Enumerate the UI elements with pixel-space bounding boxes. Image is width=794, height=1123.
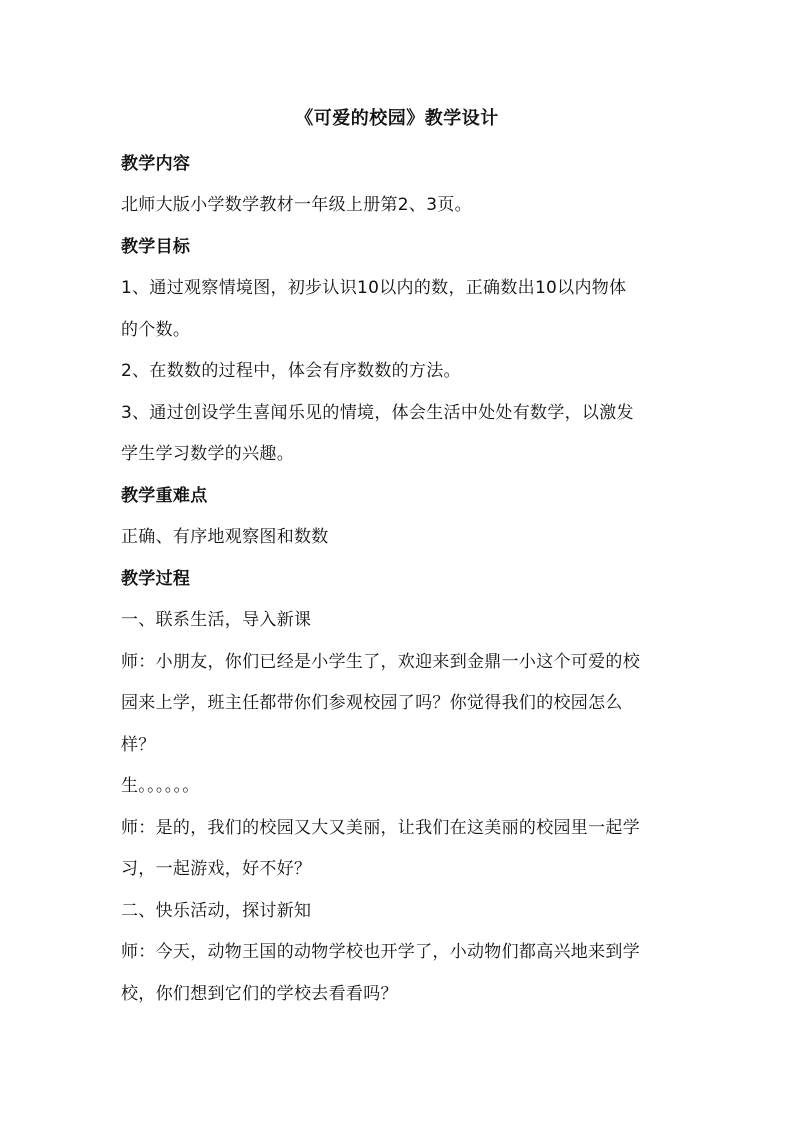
goal3-line1: 3、通过创设学生喜闻乐见的情境，体会生活中处处有数学，以激发: [121, 403, 634, 423]
teacher1-line1: 师：小朋友，你们已经是小学生了，欢迎来到金鼎一小这个可爱的校: [121, 652, 640, 672]
teacher1-line2: 园来上学，班主任都带你们参观校园了吗？你觉得我们的校园怎么: [121, 693, 623, 713]
teacher1-line3: 样？: [121, 735, 156, 755]
goal3-line2: 学生学习数学的兴趣。: [121, 444, 294, 464]
key-points-text: 正确、有序地观察图和数数: [121, 527, 329, 547]
heading-process: 教学过程: [121, 569, 191, 589]
teacher3-line2: 校，你们想到它们的学校去看看吗？: [121, 984, 398, 1004]
goal2: 2、在数数的过程中，体会有序数数的方法。: [121, 361, 461, 381]
goal1-line1: 1、通过观察情境图，初步认识10以内的数，正确数出10以内物体: [121, 278, 627, 298]
heading-content: 教学内容: [121, 154, 191, 174]
teacher2-line1: 师：是的，我们的校园又大又美丽，让我们在这美丽的校园里一起学: [121, 818, 640, 838]
teacher2-line2: 习，一起游戏，好不好？: [121, 859, 312, 879]
content-text: 北师大版小学数学教材一年级上册第2、3页。: [121, 195, 472, 215]
teacher3-line1: 师：今天，动物王国的动物学校也开学了，小动物们都高兴地来到学: [121, 942, 640, 962]
step1-heading: 一、联系生活，导入新课: [121, 610, 312, 630]
heading-goals: 教学目标: [121, 237, 191, 257]
page-title: 《可爱的校园》教学设计: [295, 108, 499, 129]
step2-heading: 二、快乐活动，探讨新知: [121, 901, 312, 921]
goal1-line2: 的个数。: [121, 320, 191, 340]
student1: 生。。。。。。: [121, 776, 200, 796]
heading-key-points: 教学重难点: [121, 486, 208, 506]
